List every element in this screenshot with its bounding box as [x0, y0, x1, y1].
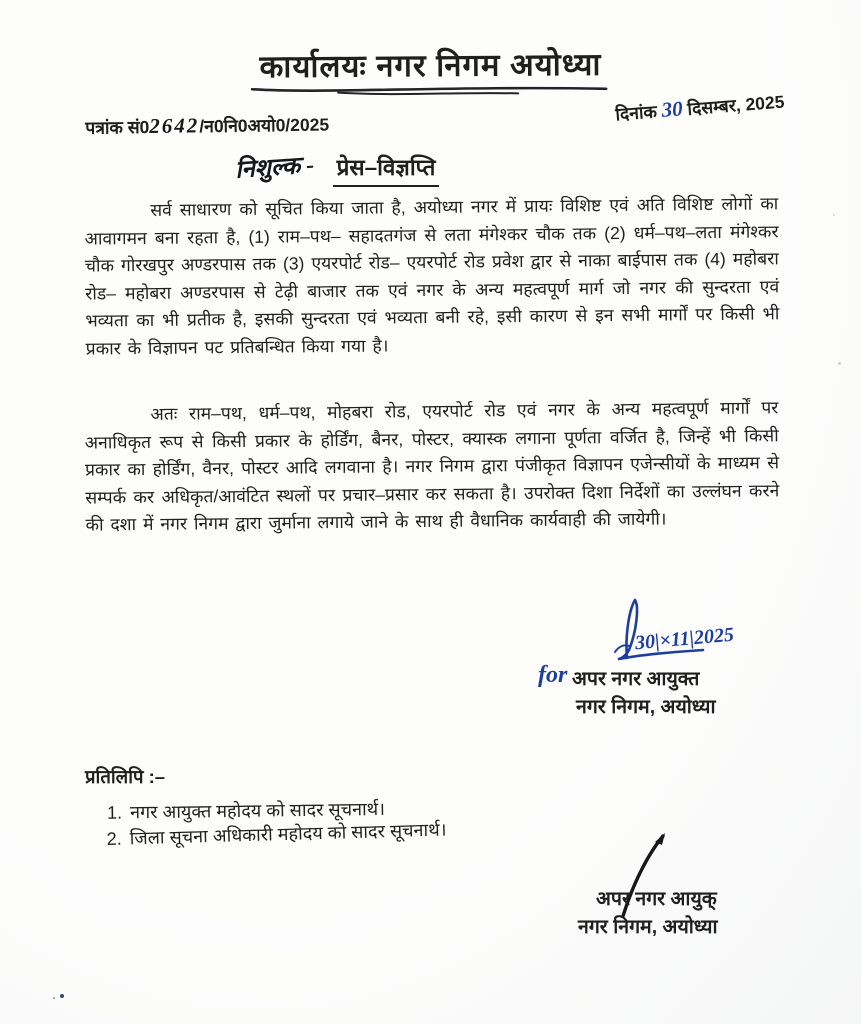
body-paragraph-1: सर्व साधारण को सूचित किया जाता है, अयोध्या नगर में प्रायः विशिष्ट एवं अति विशिष्ट लोगों का आवागमन बना रहता है, (1) राम–पथ– सहादतगंज से लता मंगेश्कर चौक तक (2) धर्म–पथ–लता मंगेश्कर चौक गोरखपुर अण्डरपास तक (3) एयरपोर्ट रोड– एयरपोर्ट रोड प्रवेश द्वार से नाका बाईपास तक (4) महोबरा रोड– महोबरा अण्डरपास से टेढ़ी बाजार तक एवं नगर के अन्य महत्वपूर्ण मार्ग जो नगर की सुन्दरता एवं भव्यता का भी प्रतीक है, इसकी सुन्दरता एवं भव्यता बनी रहे, इसी कारण से इन सभी मार्गों पर किसी भी प्रकार के विज्ञापन पट प्रतिबन्धित किया गया है।	[84, 193, 780, 359]
body-paragraph-2: अतः राम–पथ, धर्म–पथ, मोहबरा रोड, एयरपोर्ट रोड एवं नगर के अन्य महत्वपूर्ण मार्गों पर अनाधिकृत रूप से किसी प्रकार के होर्डिंग, बैनर, पोस्टर, क्यास्क लगाना पूर्णता वर्जित है, जिन्हें भी किसी प्रकार का होर्डिंग, वैनर, पोस्टर आदि लगवाना है। नगर निगम द्वारा पंजीकृत विज्ञापन एजेन्सीयों के माध्यम से सम्पर्क कर अधिकृत/आवंटित स्थलों पर प्रचार–प्रसार कर सकता है। उपरोक्त दिशा निर्देशों का उल्लंघन करने की दशा में नगर निगम द्वारा जुर्माना लगाये जाने के साथ ही वैधानिक कार्यवाही की जायेगी।	[84, 397, 780, 536]
signature-date-handwritten: 30|×11|2025	[634, 623, 735, 655]
doc-type-heading: प्रेस–विज्ञप्ति	[333, 151, 440, 187]
date-day-handwritten: 30	[660, 96, 684, 122]
subtitle-row	[235, 150, 439, 187]
reference-date-row	[85, 91, 785, 138]
ink-speck	[53, 997, 55, 999]
date-rest: दिसम्बर, 2025	[686, 91, 785, 119]
copy-item-text: नगर आयुक्त महोदय को सादर सूचनार्थ।	[129, 798, 386, 823]
ink-speck	[60, 994, 64, 998]
office-title-text: कार्यालयः नगर निगम अयोध्या	[259, 46, 602, 85]
ref-label: पत्रांक सं0	[85, 116, 150, 138]
date-label: दिनांक	[614, 101, 658, 125]
footer-signatory-organization: नगर निगम, अयोध्या	[578, 916, 718, 938]
ink-speck	[838, 362, 841, 365]
ref-number-handwritten: 2642	[149, 113, 200, 138]
reference-number	[85, 111, 329, 139]
copies-heading: प्रतिलिपि :–	[85, 766, 166, 787]
signatory-designation: अपर नगर आयुक्त	[572, 668, 700, 690]
copy-item-number: 1.	[106, 802, 123, 823]
ref-suffix: /न0नि0अयो0/2025	[199, 114, 330, 137]
footer-signatory-designation: अपर नगर आयुक्	[596, 888, 717, 910]
header	[0, 41, 861, 95]
free-tag-handwritten: निशुल्क -	[234, 152, 316, 184]
copy-item-number: 2.	[106, 828, 122, 850]
ink-speck	[833, 214, 835, 216]
title-underline	[250, 83, 610, 100]
copy-item-text: जिला सूचना अधिकारी महोदय को सादर सूचनार्थ।	[129, 819, 447, 849]
signatory-organization: नगर निगम, अयोध्या	[576, 696, 716, 718]
copies-section	[85, 764, 645, 857]
signature-for-handwritten: for	[538, 662, 568, 688]
office-title	[253, 43, 607, 93]
date-line	[614, 89, 785, 127]
